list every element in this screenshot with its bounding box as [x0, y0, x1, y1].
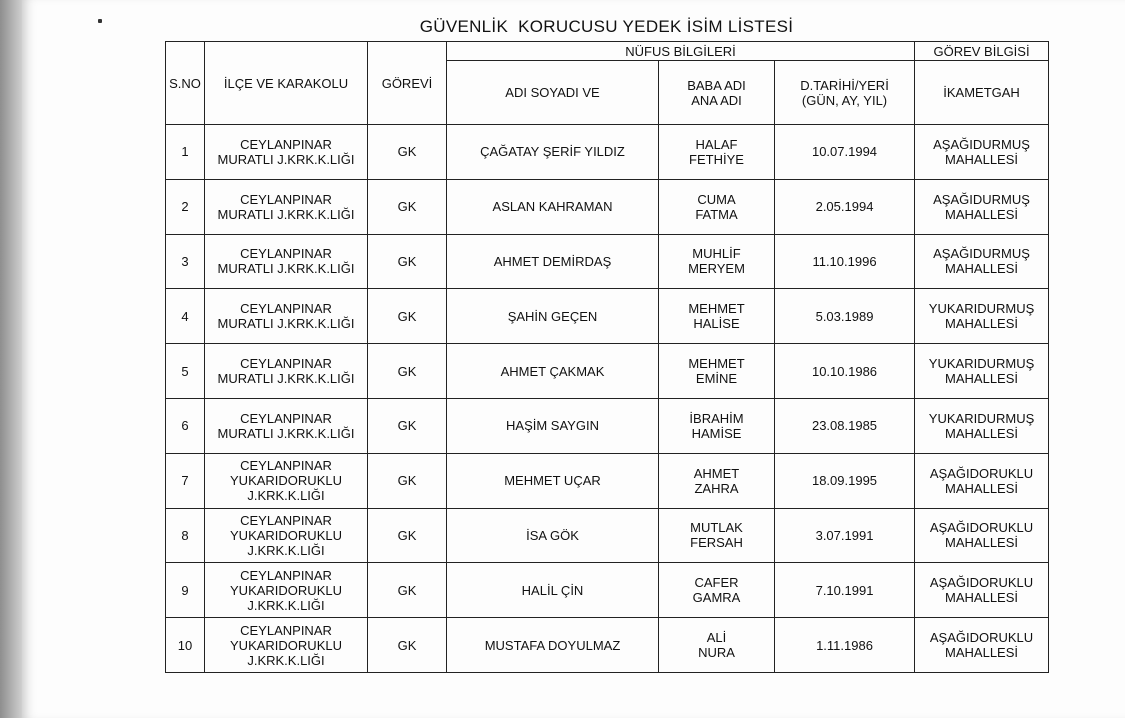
- cell-ikamet: [915, 398, 1049, 453]
- table-row: [166, 234, 1049, 289]
- cell-ilce-line: J.KRK.K.LIĞI: [247, 597, 325, 613]
- cell-sno: 4: [166, 289, 205, 344]
- cell-ana-adi: HAMİSE: [691, 425, 742, 441]
- cell-ikamet-line: MAHALLESİ: [945, 480, 1019, 496]
- table-row: [166, 344, 1049, 399]
- cell-ilce: [205, 508, 368, 563]
- cell-ilce: [205, 563, 368, 618]
- cell-sno: 3: [166, 234, 205, 289]
- cell-sno: 9: [166, 563, 205, 618]
- group-header-nufus: NÜFUS BİLGİLERİ: [447, 42, 915, 61]
- cell-ilce-line: CEYLANPINAR: [240, 191, 332, 207]
- cell-baba-ana: [659, 563, 775, 618]
- cell-ana-adi: HALİSE: [693, 316, 740, 332]
- cell-ilce: [205, 453, 368, 508]
- cell-dtarihi: 7.10.1991: [775, 563, 915, 618]
- col-header-dtarihi-line1: D.TARİHİ/YERİ: [800, 77, 889, 93]
- cell-ilce-line: CEYLANPINAR: [240, 512, 332, 528]
- cell-sno: 5: [166, 344, 205, 399]
- cell-baba-adi: CUMA: [697, 191, 736, 207]
- cell-ikamet-line: YUKARIDURMUŞ: [928, 301, 1035, 317]
- cell-baba-ana: [659, 179, 775, 234]
- cell-name: MUSTAFA DOYULMAZ: [447, 618, 659, 673]
- cell-ilce-line: MURATLI J.KRK.K.LIĞI: [217, 371, 355, 387]
- cell-ana-adi: EMİNE: [695, 371, 738, 387]
- cell-baba-adi: CAFER: [694, 575, 739, 591]
- cell-dtarihi: 5.03.1989: [775, 289, 915, 344]
- cell-gorevi: GK: [368, 289, 447, 344]
- cell-name: ASLAN KAHRAMAN: [447, 179, 659, 234]
- cell-name: AHMET DEMİRDAŞ: [447, 234, 659, 289]
- cell-name: ŞAHİN GEÇEN: [447, 289, 659, 344]
- cell-dtarihi: 11.10.1996: [775, 234, 915, 289]
- cell-baba-ana: [659, 289, 775, 344]
- cell-ilce: [205, 618, 368, 673]
- cell-ilce-line: CEYLANPINAR: [240, 301, 332, 317]
- cell-baba-adi: MEHMET: [688, 301, 745, 317]
- cell-ana-adi: FERSAH: [690, 535, 743, 551]
- cell-name: HALİL ÇİN: [447, 563, 659, 618]
- cell-ilce-line: MURATLI J.KRK.K.LIĞI: [217, 316, 355, 332]
- cell-gorevi: GK: [368, 125, 447, 180]
- cell-baba-ana: [659, 344, 775, 399]
- cell-ilce-line: CEYLANPINAR: [240, 246, 332, 262]
- cell-ikamet-line: MAHALLESİ: [945, 535, 1019, 551]
- cell-ana-adi: GAMRA: [692, 590, 741, 606]
- cell-ilce-line: YUKARIDORUKLU: [230, 527, 342, 543]
- cell-baba-ana: [659, 234, 775, 289]
- page-shadow-edge: [0, 0, 22, 718]
- table-row: [166, 179, 1049, 234]
- cell-baba-ana: [659, 508, 775, 563]
- cell-gorevi: GK: [368, 563, 447, 618]
- col-header-baba-ana: [659, 61, 775, 125]
- cell-baba-ana: [659, 618, 775, 673]
- cell-ana-adi: FETHİYE: [689, 151, 744, 167]
- cell-ilce: [205, 344, 368, 399]
- cell-ilce-line: MURATLI J.KRK.K.LIĞI: [217, 151, 355, 167]
- cell-name: MEHMET UÇAR: [447, 453, 659, 508]
- cell-ikamet-line: MAHALLESİ: [945, 425, 1019, 441]
- cell-ilce: [205, 398, 368, 453]
- table-row: [166, 508, 1049, 563]
- cell-name: İSA GÖK: [447, 508, 659, 563]
- cell-ana-adi: FATMA: [695, 206, 738, 222]
- cell-dtarihi: 10.10.1986: [775, 344, 915, 399]
- cell-ikamet-line: AŞAĞIDORUKLU: [929, 520, 1034, 536]
- cell-ikamet: [915, 179, 1049, 234]
- cell-gorevi: GK: [368, 618, 447, 673]
- col-header-dtarihi-line2: (GÜN, AY, YIL): [801, 92, 888, 108]
- cell-ilce-line: CEYLANPINAR: [240, 356, 332, 372]
- col-header-adi-soyadi: ADI SOYADI VE: [447, 61, 659, 125]
- cell-baba-adi: MEHMET: [688, 356, 745, 372]
- cell-ikamet: [915, 618, 1049, 673]
- cell-baba-adi: HALAF: [695, 136, 738, 152]
- roster-table: [165, 41, 1049, 673]
- cell-ilce-line: J.KRK.K.LIĞI: [247, 652, 325, 668]
- cell-ikamet-line: AŞAĞIDURMUŞ: [933, 136, 1030, 152]
- document-title: GÜVENLİK KORUCUSU YEDEK İSİM LİSTESİ: [419, 17, 794, 36]
- cell-ikamet-line: MAHALLESİ: [945, 151, 1019, 167]
- col-header-baba-adi: BABA ADI: [687, 77, 746, 93]
- cell-ikamet-line: MAHALLESİ: [945, 371, 1019, 387]
- cell-ilce-line: CEYLANPINAR: [240, 567, 332, 583]
- cell-ikamet-line: AŞAĞIDORUKLU: [929, 465, 1034, 481]
- table-row: [166, 398, 1049, 453]
- cell-baba-adi: AHMET: [693, 465, 740, 481]
- cell-ilce-line: MURATLI J.KRK.K.LIĞI: [217, 206, 355, 222]
- cell-ilce: [205, 125, 368, 180]
- cell-ilce: [205, 289, 368, 344]
- cell-sno: 10: [166, 618, 205, 673]
- cell-gorevi: GK: [368, 398, 447, 453]
- col-header-gorevi: GÖREVİ: [368, 42, 447, 125]
- cell-dtarihi: 18.09.1995: [775, 453, 915, 508]
- cell-gorevi: GK: [368, 508, 447, 563]
- cell-ilce-line: CEYLANPINAR: [240, 410, 332, 426]
- cell-ilce-line: MURATLI J.KRK.K.LIĞI: [217, 261, 355, 277]
- cell-ikamet-line: MAHALLESİ: [945, 645, 1019, 661]
- cell-name: AHMET ÇAKMAK: [447, 344, 659, 399]
- cell-ikamet: [915, 508, 1049, 563]
- cell-ilce-line: YUKARIDORUKLU: [230, 637, 342, 653]
- cell-ilce-line: YUKARIDORUKLU: [230, 473, 342, 489]
- cell-ilce-line: YUKARIDORUKLU: [230, 582, 342, 598]
- cell-ikamet: [915, 234, 1049, 289]
- cell-sno: 8: [166, 508, 205, 563]
- cell-sno: 2: [166, 179, 205, 234]
- cell-gorevi: GK: [368, 453, 447, 508]
- cell-name: ÇAĞATAY ŞERİF YILDIZ: [447, 125, 659, 180]
- cell-ikamet-line: MAHALLESİ: [945, 206, 1019, 222]
- cell-gorevi: GK: [368, 179, 447, 234]
- table-row: [166, 618, 1049, 673]
- cell-ilce: [205, 234, 368, 289]
- cell-dtarihi: 10.07.1994: [775, 125, 915, 180]
- cell-ikamet-line: AŞAĞIDORUKLU: [929, 575, 1034, 591]
- cell-ilce-line: MURATLI J.KRK.K.LIĞI: [217, 425, 355, 441]
- col-header-ilce: İLÇE VE KARAKOLU: [205, 42, 368, 125]
- table-row: [166, 453, 1049, 508]
- cell-ikamet: [915, 125, 1049, 180]
- cell-ana-adi: MERYEM: [688, 261, 745, 277]
- cell-dtarihi: 3.07.1991: [775, 508, 915, 563]
- cell-ikamet-line: YUKARIDURMUŞ: [928, 356, 1035, 372]
- cell-dtarihi: 1.11.1986: [775, 618, 915, 673]
- roster-body: [166, 125, 1049, 673]
- col-header-sno: S.NO: [166, 42, 205, 125]
- cell-ikamet-line: AŞAĞIDURMUŞ: [933, 246, 1030, 262]
- cell-baba-ana: [659, 125, 775, 180]
- cell-ikamet: [915, 344, 1049, 399]
- cell-ilce-line: J.KRK.K.LIĞI: [247, 542, 325, 558]
- col-header-ikametgah: İKAMETGAH: [915, 61, 1049, 125]
- table-row: [166, 125, 1049, 180]
- cell-ana-adi: ZAHRA: [694, 480, 739, 496]
- cell-sno: 6: [166, 398, 205, 453]
- group-header-gorev: GÖREV BİLGİSİ: [915, 42, 1049, 61]
- cell-ikamet-line: AŞAĞIDORUKLU: [929, 630, 1034, 646]
- cell-ikamet: [915, 563, 1049, 618]
- table-row: [166, 289, 1049, 344]
- cell-baba-adi: MUTLAK: [690, 520, 743, 536]
- col-header-dtarihi: [775, 61, 915, 125]
- group-header-row: [166, 42, 1049, 61]
- cell-dtarihi: 23.08.1985: [775, 398, 915, 453]
- cell-baba-adi: ALİ: [706, 630, 727, 646]
- cell-ilce-line: CEYLANPINAR: [240, 458, 332, 474]
- cell-ikamet-line: MAHALLESİ: [945, 261, 1019, 277]
- cell-baba-adi: İBRAHİM: [689, 410, 744, 426]
- cell-ilce-line: CEYLANPINAR: [240, 136, 332, 152]
- cell-ikamet: [915, 289, 1049, 344]
- cell-gorevi: GK: [368, 234, 447, 289]
- cell-ilce: [205, 179, 368, 234]
- cell-ikamet-line: AŞAĞIDURMUŞ: [933, 191, 1030, 207]
- cell-ikamet-line: YUKARIDURMUŞ: [928, 410, 1035, 426]
- stray-mark: [98, 19, 102, 23]
- col-header-ana-adi: ANA ADI: [691, 92, 742, 108]
- cell-gorevi: GK: [368, 344, 447, 399]
- cell-ikamet: [915, 453, 1049, 508]
- cell-ikamet-line: MAHALLESİ: [945, 316, 1019, 332]
- cell-ikamet-line: MAHALLESİ: [945, 590, 1019, 606]
- cell-sno: 1: [166, 125, 205, 180]
- cell-baba-ana: [659, 398, 775, 453]
- cell-name: HAŞİM SAYGIN: [447, 398, 659, 453]
- cell-ilce-line: CEYLANPINAR: [240, 622, 332, 638]
- cell-baba-ana: [659, 453, 775, 508]
- table-row: [166, 563, 1049, 618]
- cell-ana-adi: NURA: [698, 645, 735, 661]
- cell-baba-adi: MUHLİF: [692, 246, 741, 262]
- cell-dtarihi: 2.05.1994: [775, 179, 915, 234]
- cell-sno: 7: [166, 453, 205, 508]
- cell-ilce-line: J.KRK.K.LIĞI: [247, 488, 325, 504]
